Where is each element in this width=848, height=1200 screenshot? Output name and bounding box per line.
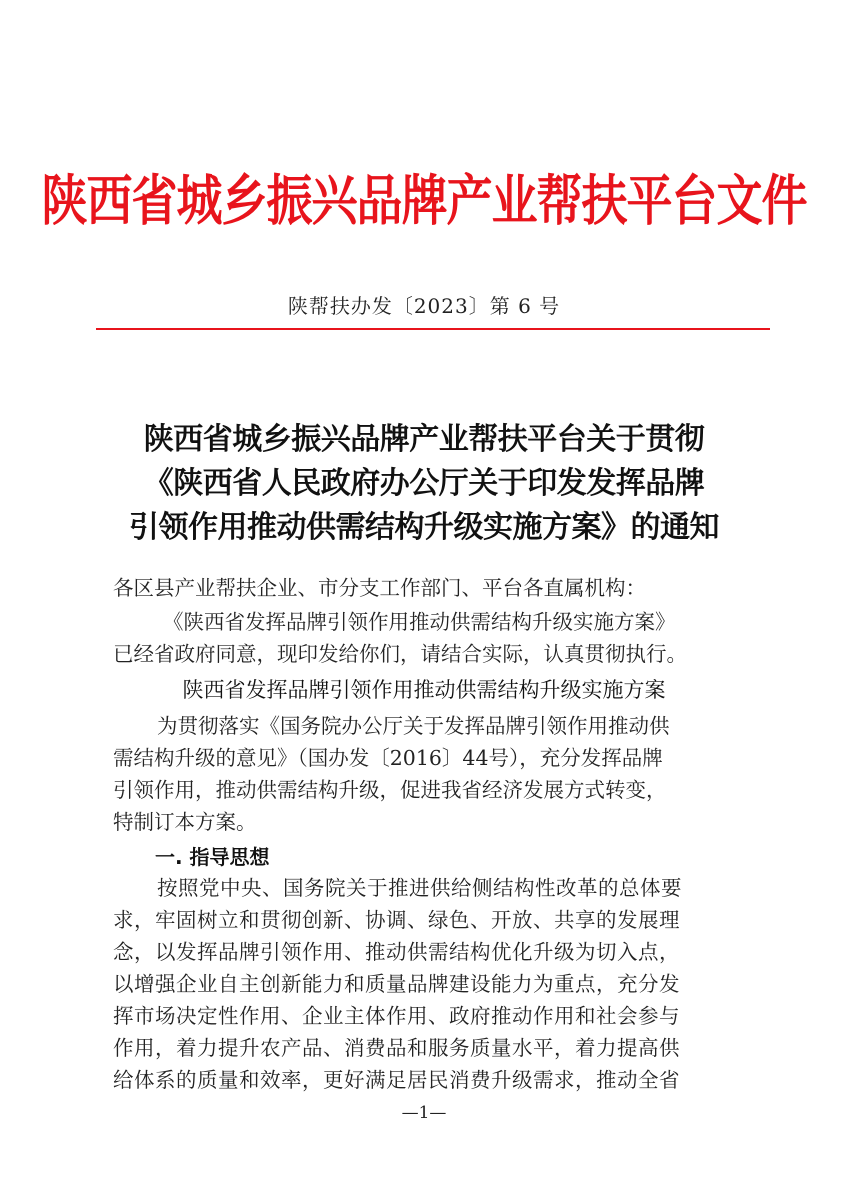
- paragraph-line: 按照党中央、国务院关于推进供给侧结构性改革的总体要: [157, 876, 682, 900]
- addressee-line: [113, 572, 743, 604]
- plan-heading: 陕西省发挥品牌引领作用推动供需结构升级实施方案: [182, 678, 666, 702]
- paragraph-line: 已经省政府同意，现印发给你们，请结合实际，认真贯彻执行。: [113, 642, 687, 666]
- red-divider-line: [96, 328, 770, 330]
- page-number: —1—: [401, 1103, 447, 1123]
- paragraph-line: 以增强企业自主创新能力和质量品牌建设能力为重点，充分发: [113, 972, 680, 996]
- paragraph-line: 特制订本方案。: [113, 810, 257, 834]
- paragraph-line: 给体系的质量和效率，更好满足居民消费升级需求，推动全省: [113, 1068, 680, 1092]
- paragraph-line: 求，牢固树立和贯彻创新、协调、绿色、开放、共享的发展理: [113, 908, 680, 932]
- paragraph-line: 念，以发挥品牌引领作用、推动供需结构优化升级为切入点，: [113, 940, 680, 964]
- paragraph-line: 引领作用，推动供需结构升级，促进我省经济发展方式转变，: [113, 778, 667, 802]
- notice-intro-paragraph: [113, 606, 743, 670]
- paragraph-line: 需结构升级的意见》（国办发〔2016〕44号），充分发挥品牌: [113, 746, 663, 770]
- title-line: 陕西省城乡振兴品牌产业帮扶平台关于贯彻: [143, 422, 705, 457]
- notice-title: [90, 418, 758, 550]
- title-line: 引领作用推动供需结构升级实施方案》的通知: [129, 510, 719, 545]
- title-line: 《陕西省人民政府办公厅关于印发发挥品牌: [143, 466, 705, 501]
- plan-preamble-paragraph: [113, 710, 743, 838]
- paragraph-line: 《陕西省发挥品牌引领作用推动供需结构升级实施方案》: [163, 610, 676, 634]
- paragraph-line: 作用，着力提升农产品、消费品和服务质量水平，着力提高供: [113, 1036, 680, 1060]
- paragraph-line: 挥市场决定性作用、企业主体作用、政府推动作用和社会参与: [113, 1004, 680, 1028]
- document-number: 陕帮扶办发〔2023〕第 6 号: [287, 294, 561, 318]
- issuer-masthead: 陕西省城乡振兴品牌产业帮扶平台文件: [41, 168, 807, 233]
- section-paragraph: [113, 872, 743, 1096]
- paragraph-line: 为贯彻落实《国务院办公厅关于发挥品牌引领作用推动供: [157, 714, 670, 738]
- section-heading: 一. 指导思想: [155, 845, 270, 869]
- addressee-text: 各区县产业帮扶企业、市分支工作部门、平台各直属机构：: [113, 576, 646, 600]
